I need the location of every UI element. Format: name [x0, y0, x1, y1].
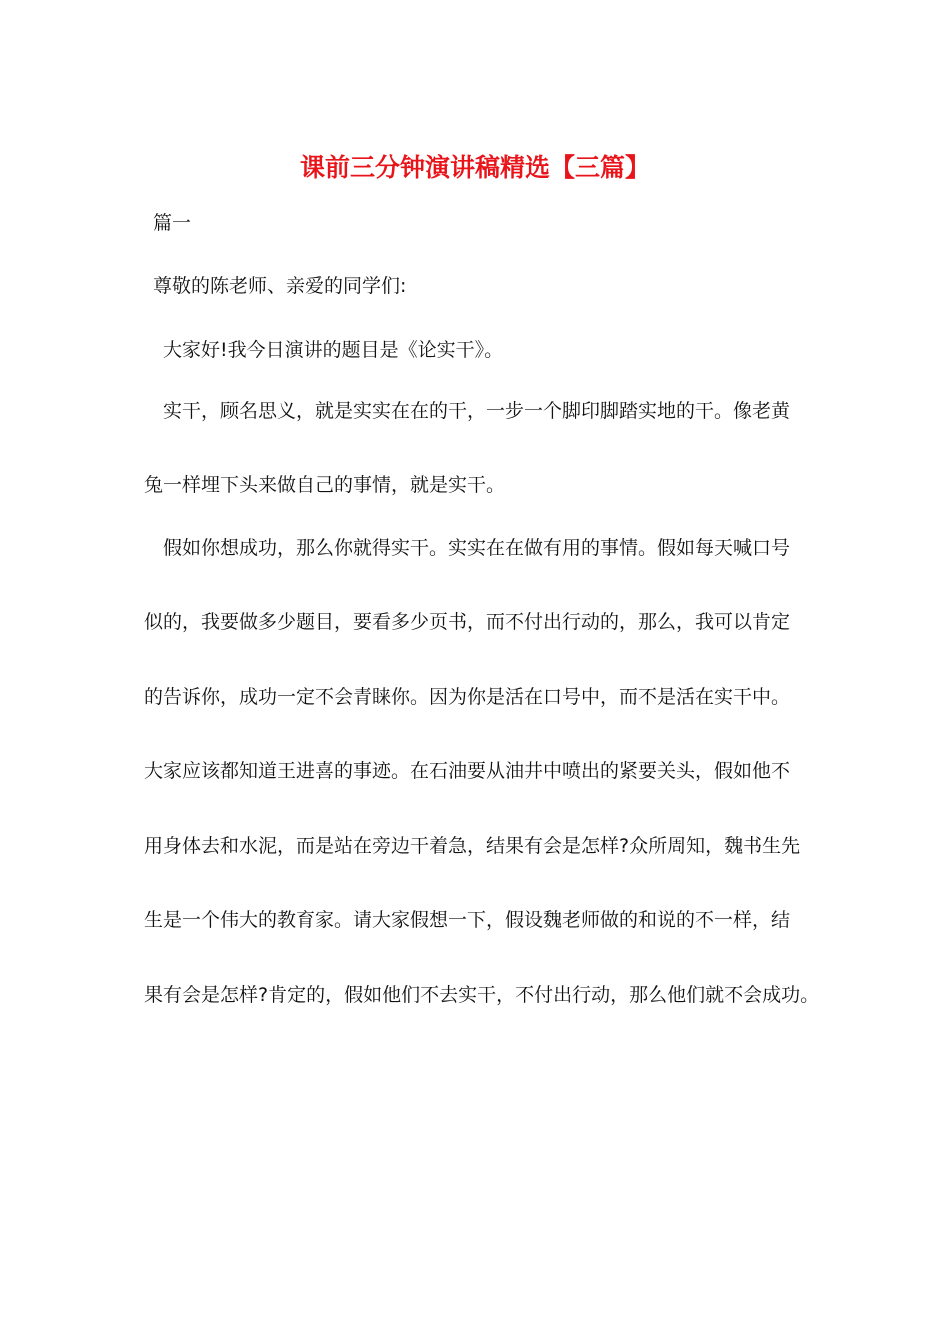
paragraph-line: 实干，顾名思义，就是实实在在的干，一步一个脚印脚踏实地的干。像老黄 [163, 400, 791, 422]
paragraph-line: 假如你想成功，那么你就得实干。实实在在做有用的事情。假如每天喊口号 [163, 537, 791, 559]
paragraph-line: 大家好!我今日演讲的题目是《论实干》。 [163, 339, 504, 361]
section-heading: 篇一 [153, 212, 192, 234]
paragraph-line: 似的，我要做多少题目，要看多少页书，而不付出行动的，那么，我可以肯定 [144, 611, 791, 633]
paragraph-line: 生是一个伟大的教育家。请大家假想一下，假设魏老师做的和说的不一样，结 [144, 909, 791, 931]
paragraph-line: 的告诉你，成功一定不会青睐你。因为你是活在口号中，而不是活在实干中。 [144, 686, 791, 708]
salutation: 尊敬的陈老师、亲爱的同学们: [153, 275, 407, 297]
paragraph-line: 用身体去和水泥，而是站在旁边干着急，结果有会是怎样?众所周知，魏书生先 [144, 835, 801, 857]
paragraph-line: 兔一样埋下头来做自己的事情，就是实干。 [144, 474, 506, 496]
paragraph-line: 果有会是怎样?肯定的，假如他们不去实干，不付出行动，那么他们就不会成功。 [144, 984, 820, 1006]
paragraph-line: 大家应该都知道王进喜的事迹。在石油要从油井中喷出的紧要关头，假如他不 [144, 760, 791, 782]
document-title: 课前三分钟演讲稿精选【三篇】 [299, 153, 650, 182]
